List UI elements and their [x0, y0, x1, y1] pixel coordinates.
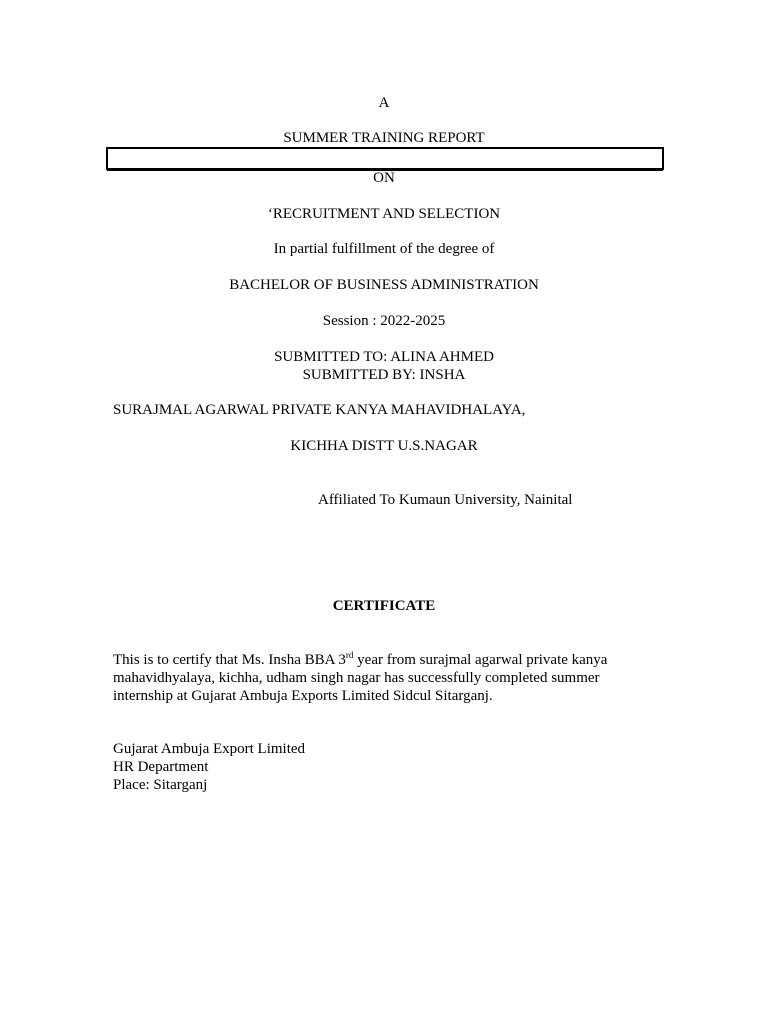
certificate-heading: CERTIFICATE [332, 598, 436, 614]
report-topic: ‘RECRUITMENT AND SELECTION [267, 206, 501, 222]
cover-line-a: A [378, 95, 390, 111]
report-type: SUMMER TRAINING REPORT [283, 130, 485, 146]
certificate-body-end: year from surajmal agarwal private kanya mahavidhyalaya, kichha, udham singh nagar has successfully completed summer internship at Gujarat Ambuja Exports Limited Sidcul Sitarganj. [113, 652, 608, 704]
certificate-body [113, 651, 633, 705]
submitted-by: SUBMITTED BY: INSHA [302, 367, 466, 383]
college-name: SURAJMAL AGARWAL PRIVATE KANYA MAHAVIDHALAYA, [113, 402, 526, 418]
certificate-body-start: This is to certify that Ms. Insha BBA 3 [113, 652, 346, 668]
fulfillment-line: In partial fulfillment of the degree of [273, 241, 495, 257]
session-line: Session : 2022-2025 [322, 313, 446, 329]
certificate-body-sup: rd [345, 650, 354, 660]
place-line: Place: Sitarganj [113, 777, 208, 793]
college-location: KICHHA DISTT U.S.NAGAR [290, 438, 478, 454]
cover-line-on: ON [373, 170, 395, 186]
department-name: HR Department [113, 759, 209, 775]
company-name: Gujarat Ambuja Export Limited [113, 741, 306, 757]
submitted-to: SUBMITTED TO: ALINA AHMED [274, 349, 494, 365]
empty-bordered-box [106, 147, 664, 170]
degree-title: BACHELOR OF BUSINESS ADMINISTRATION [229, 277, 539, 293]
affiliation-line: Affiliated To Kumaun University, Nainital [318, 492, 573, 508]
